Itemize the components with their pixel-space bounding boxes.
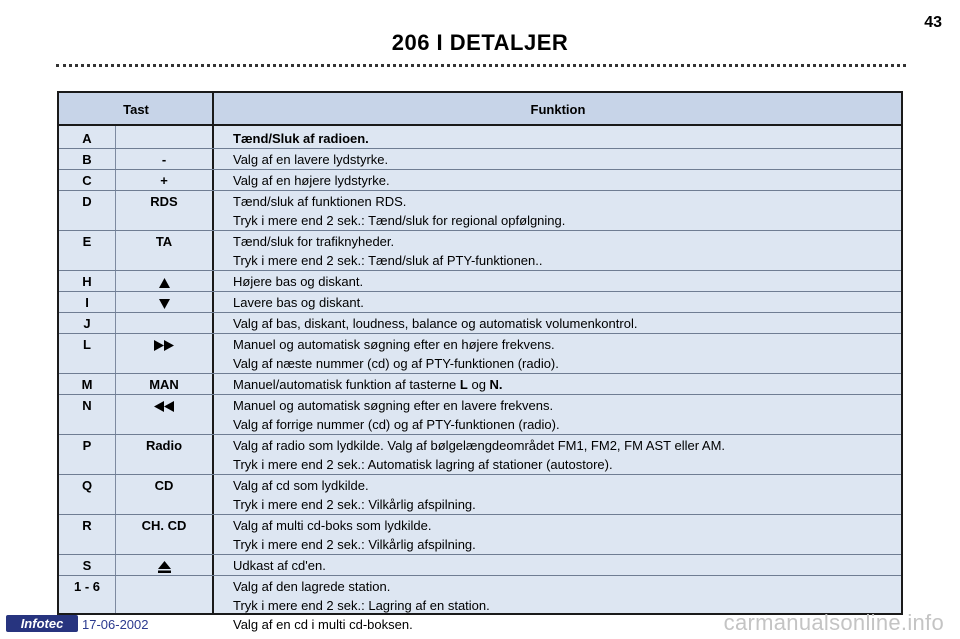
function-text: Udkast af cd'en. (233, 558, 326, 573)
function-line (233, 213, 893, 232)
function-text: Valg af forrige nummer (cd) og af PTY-funktionen (radio). (233, 417, 560, 432)
function-line (233, 295, 893, 314)
table-row (59, 395, 901, 435)
function-description (233, 152, 893, 171)
function-line (233, 316, 893, 335)
table-row (59, 149, 901, 170)
function-text: Tryk i mere end 2 sek.: Vilkårlig afspilning. (233, 497, 476, 512)
table-body (59, 128, 901, 635)
function-line (233, 234, 893, 253)
table-row (59, 435, 901, 475)
function-description (233, 518, 893, 556)
function-text: Tænd/sluk af funktionen RDS. (233, 194, 407, 209)
key-label: RDS (150, 194, 178, 209)
table-header (59, 93, 901, 126)
function-line (233, 478, 893, 497)
table-row (59, 313, 901, 334)
function-text: Manuel og automatisk søgning efter en lavere frekvens. (233, 398, 554, 413)
function-line (233, 253, 893, 272)
table-row (59, 334, 901, 374)
key-label: MAN (149, 377, 179, 392)
function-text: Valg af den lagrede station. (233, 579, 391, 594)
key-letter: D (82, 194, 92, 209)
function-text: Højere bas og diskant. (233, 274, 364, 289)
function-line (233, 274, 893, 293)
function-description (233, 274, 893, 293)
table-row (59, 191, 901, 231)
key-label: TA (155, 234, 173, 249)
function-text: Tryk i mere end 2 sek.: Lagring af en station. (233, 598, 490, 613)
function-description (233, 377, 893, 396)
function-text: Tryk i mere end 2 sek.: Tænd/sluk for regional opfølgning. (233, 213, 566, 228)
function-description (233, 131, 893, 150)
function-description (233, 337, 893, 375)
function-text: Tryk i mere end 2 sek.: Automatisk lagring af stationer (autostore). (233, 457, 613, 472)
key-label: + (160, 173, 168, 188)
function-description (233, 295, 893, 314)
key-letter: H (82, 274, 92, 289)
function-description (233, 398, 893, 436)
function-line (233, 579, 893, 598)
table-row (59, 128, 901, 149)
function-text: Valg af en højere lydstyrke. (233, 173, 390, 188)
key-label: - (161, 152, 167, 167)
table-row (59, 271, 901, 292)
dotted-divider (56, 64, 906, 67)
page-number: 43 (924, 14, 942, 31)
function-text: Tænd/sluk for trafiknyheder. (233, 234, 395, 249)
function-text: Valg af en cd i multi cd-boksen. (233, 617, 413, 632)
function-description (233, 194, 893, 232)
footer-date: 17-06-2002 (82, 617, 149, 632)
function-text-part: N. (489, 377, 503, 392)
function-text: Valg af radio som lydkilde. Valg af bølgelængdeområdet FM1, FM2, FM AST eller AM. (233, 438, 726, 453)
function-text-part: L (459, 377, 468, 392)
function-line (233, 398, 893, 417)
key-letter: C (82, 173, 92, 188)
function-line (233, 497, 893, 516)
table-row (59, 231, 901, 271)
function-text: Valg af bas, diskant, loudness, balance og automatisk volumenkontrol. (233, 316, 638, 331)
key-letter: M (81, 377, 93, 392)
function-text: Tryk i mere end 2 sek.: Tænd/sluk af PTY-funktionen.. (233, 253, 543, 268)
key-letter: Q (81, 478, 93, 493)
function-line (233, 537, 893, 556)
page-title: 206 I DETALJER (391, 30, 569, 55)
function-description (233, 558, 893, 577)
key-label: CH. CD (141, 518, 187, 533)
table-row (59, 374, 901, 395)
function-line (233, 194, 893, 213)
function-text: Manuel/automatisk funktion af tasterne (233, 377, 460, 392)
key-label: Radio (145, 438, 183, 453)
table-row (59, 555, 901, 576)
function-text: Valg af multi cd-boks som lydkilde. (233, 518, 432, 533)
function-description (233, 316, 893, 335)
key-letter: 1 - 6 (73, 579, 100, 594)
infotec-logo: Infotec (6, 615, 78, 632)
function-text: Manuel og automatisk søgning efter en højere frekvens. (233, 337, 555, 352)
function-description (233, 438, 893, 476)
function-text: Valg af næste nummer (cd) og af PTY-funktionen (radio). (233, 356, 559, 371)
function-line (233, 337, 893, 356)
key-letter: L (83, 337, 91, 352)
function-line (233, 457, 893, 476)
header-tast: Tast (123, 102, 149, 117)
function-line (233, 417, 893, 436)
fast-forward-icon (116, 337, 212, 352)
table-row (59, 475, 901, 515)
function-line (233, 438, 893, 457)
key-letter: I (85, 295, 89, 310)
function-text: Tryk i mere end 2 sek.: Vilkårlig afspilning. (233, 537, 476, 552)
function-line (233, 558, 893, 577)
function-line (233, 131, 893, 150)
key-letter: J (83, 316, 91, 331)
function-description (233, 173, 893, 192)
function-text: Lavere bas og diskant. (233, 295, 364, 310)
key-label: CD (154, 478, 174, 493)
function-text: Valg af en lavere lydstyrke. (233, 152, 389, 167)
function-line (233, 173, 893, 192)
rewind-icon (116, 398, 212, 413)
function-description (233, 478, 893, 516)
function-line (233, 377, 893, 396)
key-letter: B (82, 152, 92, 167)
key-letter: S (82, 558, 92, 573)
key-letter: N (82, 398, 92, 413)
key-letter: A (82, 131, 92, 146)
table-row (59, 170, 901, 191)
key-letter: E (82, 234, 92, 249)
function-line (233, 356, 893, 375)
triangle-up-icon (116, 274, 212, 289)
watermark: carmanualsonline.info (723, 610, 944, 635)
table-row (59, 515, 901, 555)
function-text-part: og (467, 377, 490, 392)
header-funktion: Funktion (530, 102, 586, 117)
function-description (233, 234, 893, 272)
eject-icon (116, 558, 212, 573)
table-row (59, 292, 901, 313)
function-text: Tænd/Sluk af radioen. (233, 131, 369, 146)
key-letter: P (82, 438, 92, 453)
key-letter: R (82, 518, 92, 533)
function-line (233, 518, 893, 537)
triangle-down-icon (116, 295, 212, 310)
function-line (233, 152, 893, 171)
function-text: Valg af cd som lydkilde. (233, 478, 369, 493)
